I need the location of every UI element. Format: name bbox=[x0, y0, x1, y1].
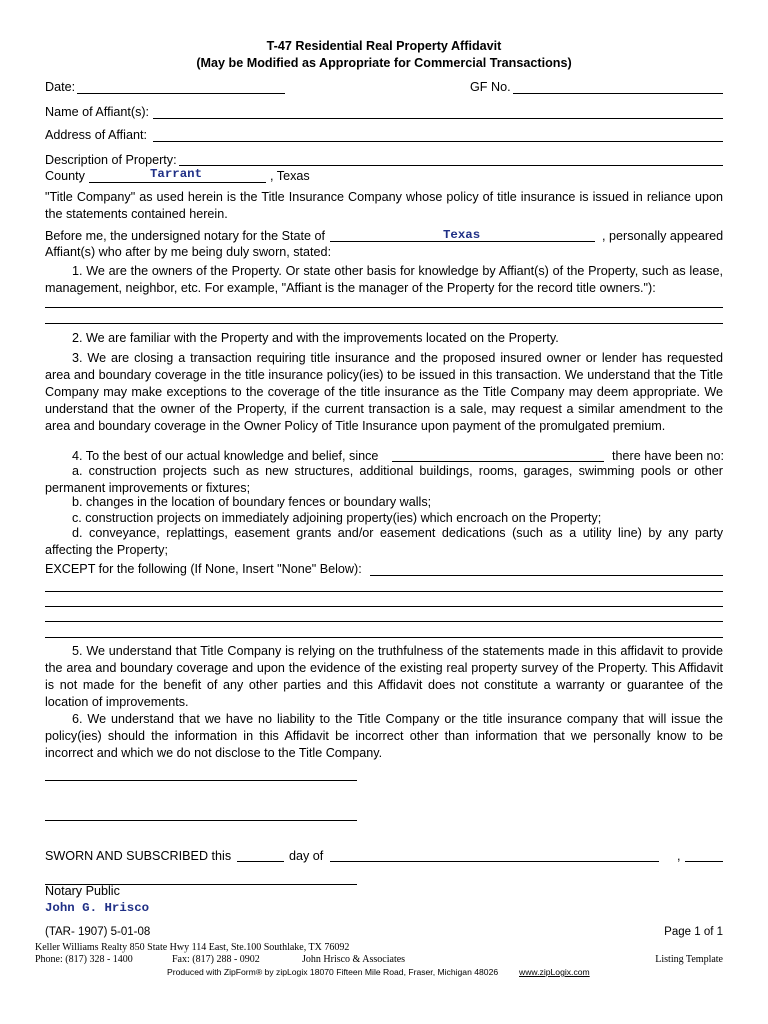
item-2-text: 2. We are familiar with the Property and with the improvements located on the Property. bbox=[72, 331, 559, 345]
sworn-year-field[interactable] bbox=[685, 861, 723, 862]
state-value[interactable]: Texas bbox=[443, 228, 481, 242]
notary-name[interactable]: John G. Hrisco bbox=[45, 901, 150, 915]
day-of-label: day of bbox=[289, 849, 324, 863]
affiant-sworn-text: Affiant(s) who after by me being duly sworn, stated: bbox=[45, 245, 332, 259]
personally-appeared-text: , personally appeared bbox=[602, 229, 724, 243]
item-1-text: 1. We are the owners of the Property. Or state other basis for knowledge by Affiant(s) of the Property, such as lease, management, neighbor, etc. For example, "Affiant is the manager of the Property for the record title owners."): bbox=[45, 264, 723, 295]
listing-template: Listing Template bbox=[655, 954, 723, 965]
affiant-signature-line-1[interactable] bbox=[45, 780, 357, 781]
sworn-label: SWORN AND SUBSCRIBED this bbox=[45, 849, 232, 863]
item-6-text: 6. We understand that we have no liability to the Title Company or the title insurance company that will issue the policy(ies) should the information in this Affidavit be incorrect other than information that we personally know to be incorrect and which we do not disclose to the Title Company. bbox=[45, 712, 723, 760]
item-4-end-text: there have been no: bbox=[612, 449, 725, 463]
ziplogix-link[interactable]: www.zipLogix.com bbox=[519, 967, 590, 977]
item-4d-text: d. conveyance, replattings, easement grants and/or easement dedications (such as a utility line) by any party affecting the Property; bbox=[45, 526, 723, 557]
county-value[interactable]: Tarrant bbox=[150, 167, 203, 181]
title-company-definition: "Title Company" as used herein is the Title Insurance Company whose policy of title insurance is issued in reliance upon the statements contained herein. bbox=[45, 190, 723, 221]
item-1-line-1[interactable] bbox=[45, 307, 723, 308]
affiant-signature-line-2[interactable] bbox=[45, 820, 357, 821]
item-5-text: 5. We understand that Title Company is relying on the truthfulness of the statements made in this affidavit to provide the area and boundary coverage and upon the evidence of the existing real property survey of the Property. This Affidavit is not made for the benefit of any other parties and this Affidavit does not constitute a warranty or guarantee of the location of improvements. bbox=[45, 644, 723, 709]
property-description-field[interactable] bbox=[179, 165, 723, 166]
sworn-month-field[interactable] bbox=[330, 861, 659, 862]
date-label: Date: bbox=[45, 80, 76, 94]
item-4b-text: b. changes in the location of boundary fences or boundary walls; bbox=[72, 495, 432, 509]
affiant-name-label: Name of Affiant(s): bbox=[45, 105, 150, 119]
except-line-3[interactable] bbox=[45, 606, 723, 607]
item-4a-text: a. construction projects such as new structures, additional buildings, rooms, garages, swimming pools or other permanent improvements or fixtures; bbox=[45, 464, 723, 495]
broker-address: Keller Williams Realty 850 State Hwy 114 East, Ste.100 Southlake, TX 76092 bbox=[35, 942, 350, 953]
notary-intro-text: Before me, the undersigned notary for the State of bbox=[45, 229, 326, 243]
item-1-line-2[interactable] bbox=[45, 323, 723, 324]
county-label: County bbox=[45, 169, 85, 183]
property-description-label: Description of Property: bbox=[45, 153, 177, 167]
agent-name: John Hrisco & Associates bbox=[302, 954, 406, 965]
sworn-day-field[interactable] bbox=[237, 861, 284, 862]
date-field[interactable] bbox=[77, 93, 285, 94]
except-line-1[interactable] bbox=[370, 575, 723, 576]
texas-suffix: , Texas bbox=[270, 169, 310, 183]
broker-fax: Fax: (817) 288 - 0902 bbox=[172, 954, 260, 965]
form-subtitle: (May be Modified as Appropriate for Commercial Transactions) bbox=[196, 56, 572, 70]
item-4c-text: c. construction projects on immediately adjoining property(ies) which encroach on the Property; bbox=[72, 511, 602, 525]
broker-phone: Phone: (817) 328 - 1400 bbox=[35, 954, 133, 965]
notary-public-label: Notary Public bbox=[45, 884, 120, 898]
affiant-address-field[interactable] bbox=[153, 141, 723, 142]
page-number: Page 1 of 1 bbox=[664, 926, 723, 938]
since-date-field[interactable] bbox=[392, 461, 604, 462]
item-3-text: 3. We are closing a transaction requiring title insurance and the proposed insured owner or lender has requested area and boundary coverage in the title insurance policy(ies) to be issued in this transaction. We understand that the Title Company may make exceptions to the coverage of the title insurance as the Title Company may deem appropriate. We understand that the owner of the Property, if the current transaction is a sale, may request a similar amendment to the area and boundary coverage in the Owner Policy of Title Insurance upon payment of the promulgated premium. bbox=[45, 351, 723, 433]
zipform-credit: Produced with ZipForm® by zipLogix 18070 Fifteen Mile Road, Fraser, Michigan 48026 bbox=[167, 967, 499, 977]
form-id: (TAR- 1907) 5-01-08 bbox=[45, 926, 151, 938]
except-line-4[interactable] bbox=[45, 621, 723, 622]
sworn-comma: , bbox=[677, 849, 681, 863]
item-4-text: 4. To the best of our actual knowledge and belief, since bbox=[72, 449, 379, 463]
form-title: T-47 Residential Real Property Affidavit bbox=[266, 39, 502, 53]
affiant-name-field[interactable] bbox=[153, 118, 723, 119]
except-label: EXCEPT for the following (If None, Insert "None" Below): bbox=[45, 562, 362, 576]
gf-label: GF No. bbox=[470, 80, 511, 94]
except-line-5[interactable] bbox=[45, 637, 723, 638]
affiant-address-label: Address of Affiant: bbox=[45, 128, 147, 142]
except-line-2[interactable] bbox=[45, 591, 723, 592]
gf-number-field[interactable] bbox=[513, 93, 723, 94]
